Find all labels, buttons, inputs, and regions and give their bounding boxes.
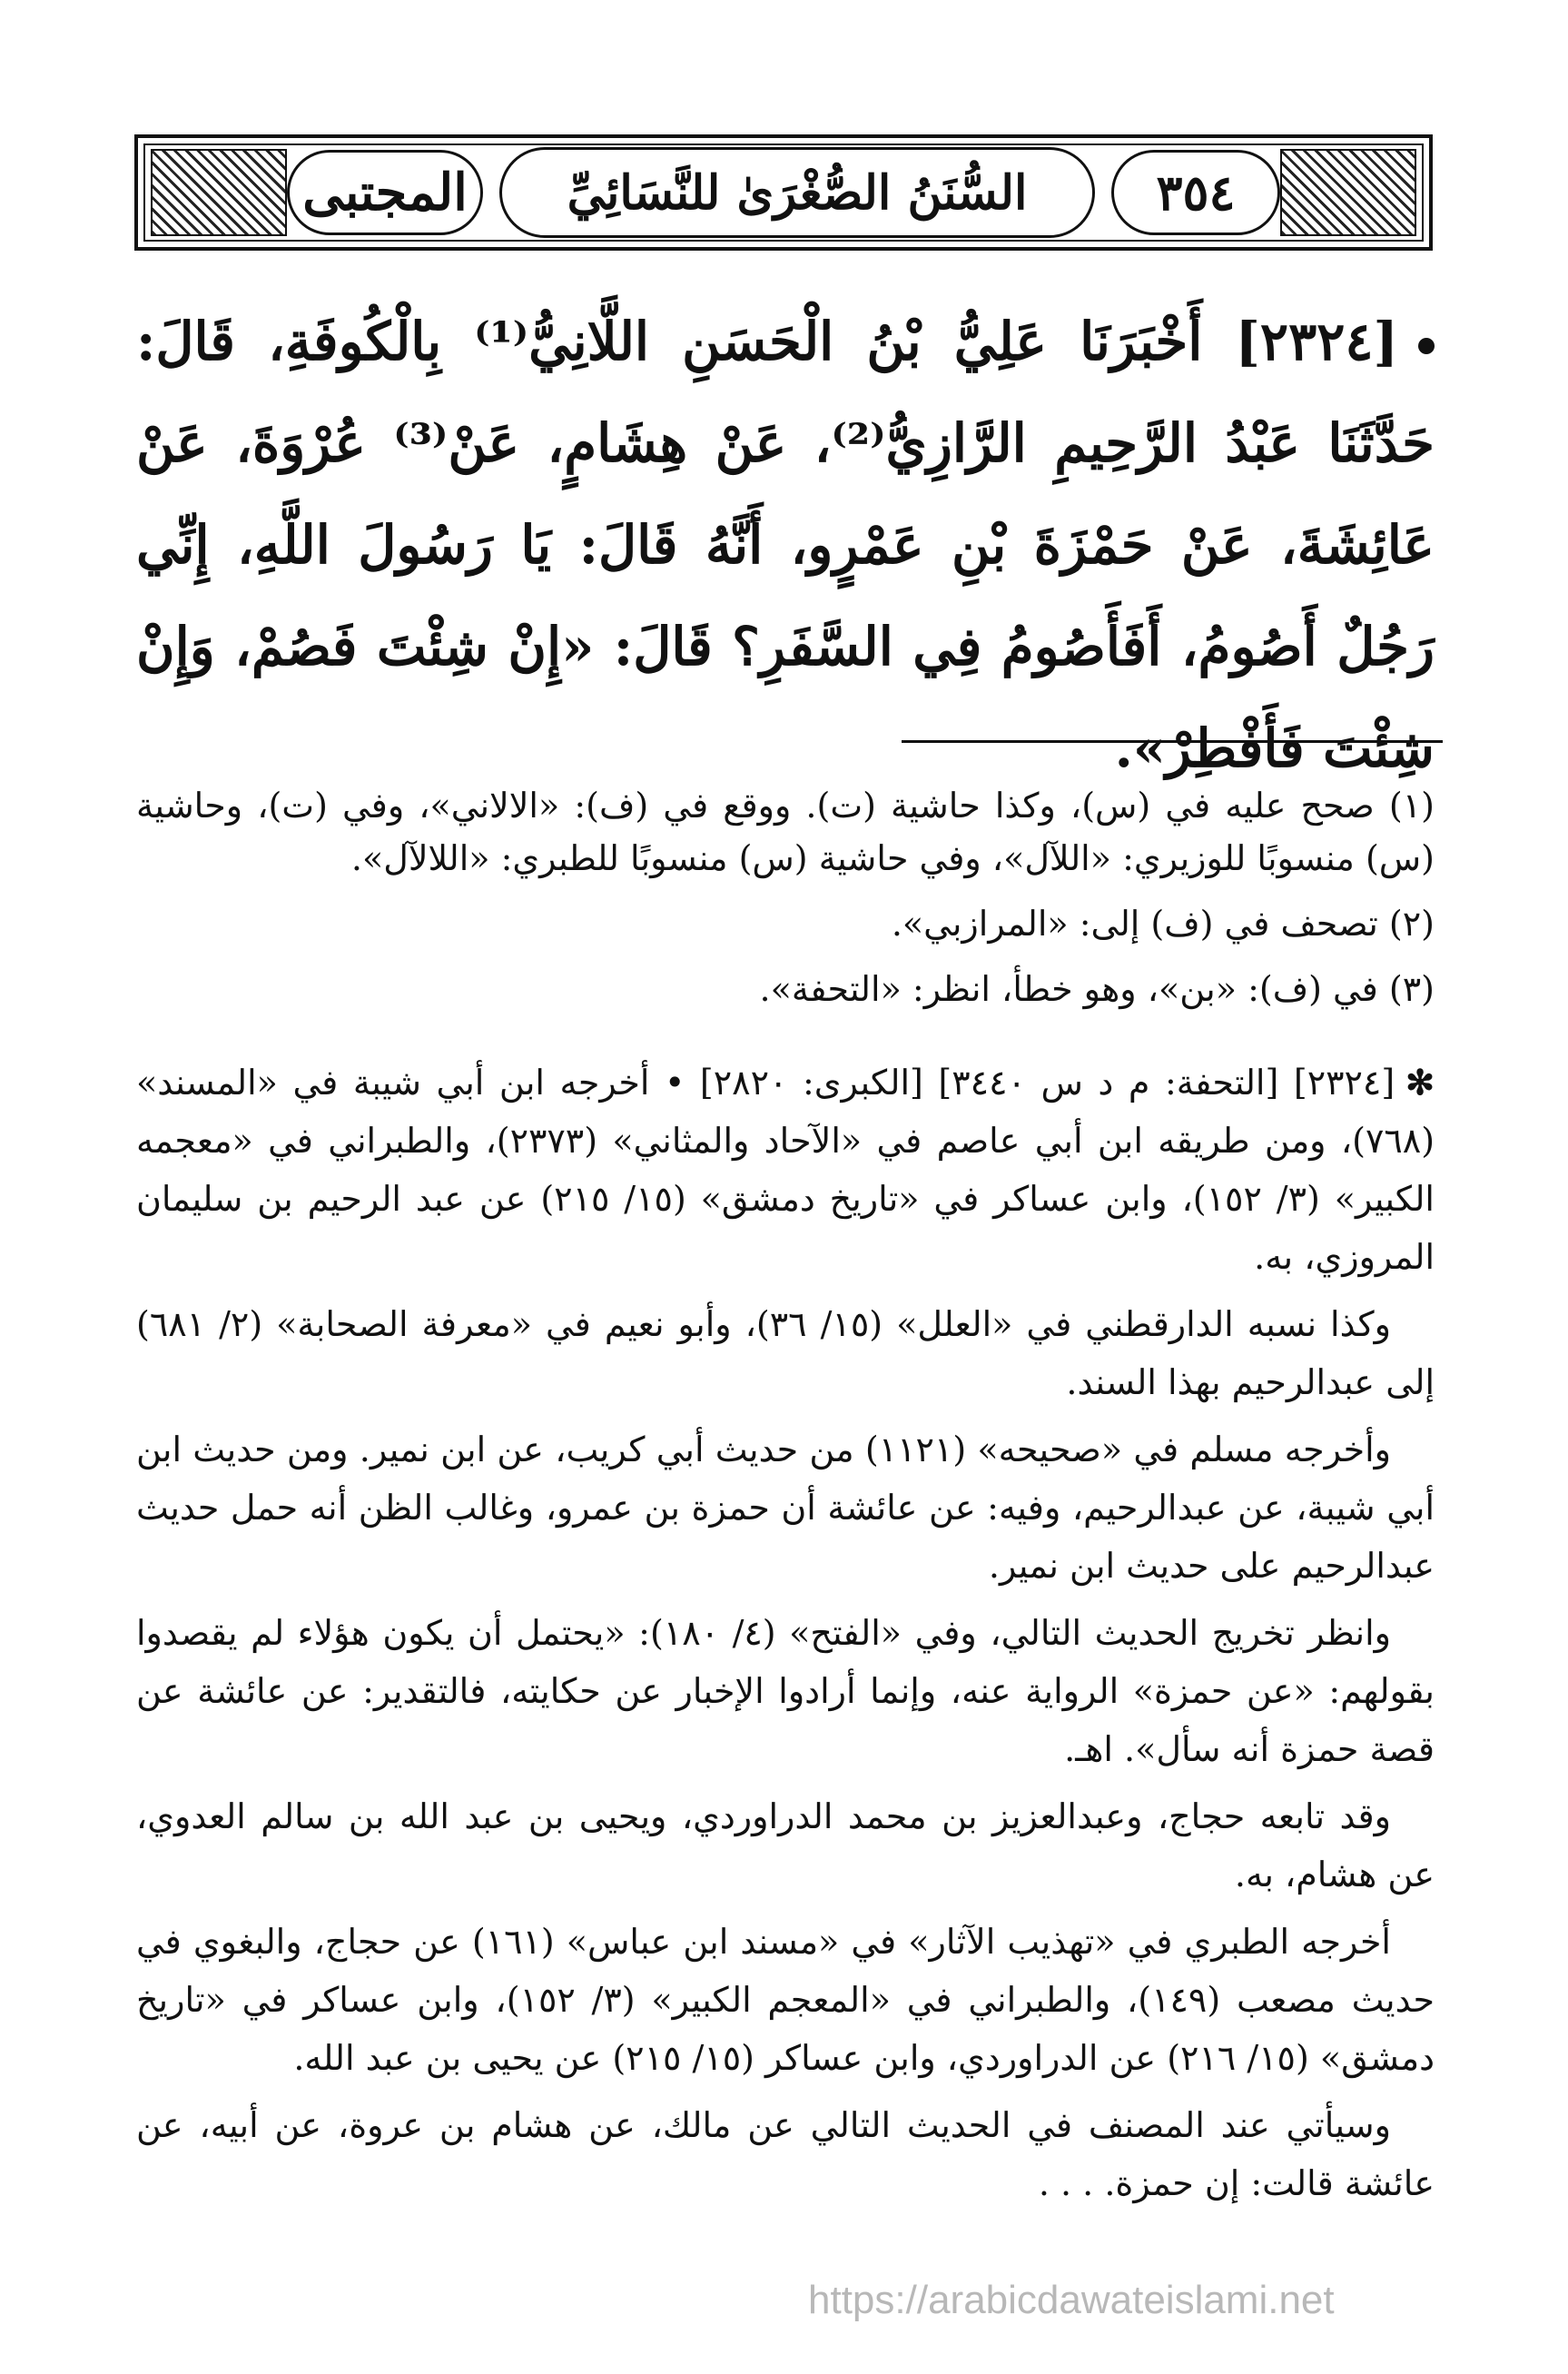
series-cartouche [287, 150, 483, 235]
takhrij-para-7: وسيأتي عند المصنف في الحديث التالي عن مالك، عن هشام بن عروة، عن أبيه، عن عائشة قالت: إن حمزة. . . . [136, 2105, 1435, 2203]
book-title: السُّنَنُ الصُّغْرَىٰ للنَّسَائِيِّ [567, 164, 1028, 221]
footnote-2: (٢) تصحف في (ف) إلى: «المرازبي». [891, 904, 1435, 944]
hadith-text: [٢٣٢٤] أَخْبَرَنَا عَلِيُّ بْنُ الْحَسَنِ اللَّانِيُّ⁽¹⁾ بِالْكُوفَةِ، قَالَ: حَدَّثَنَا عَبْدُ الرَّحِيمِ الرَّازِيُّ⁽²⁾، عَنْ هِشَامٍ، عَنْ⁽³⁾ عُرْوَةَ، عَنْ عَائِشَةَ، عَنْ حَمْزَةَ بْنِ عَمْرٍو، أَنَّهُ قَالَ: يَا رَسُولَ اللَّهِ، إِنِّي رَجُلٌ أَصُومُ، أَفَأَصُومُ فِي السَّفَرِ؟ قَالَ: «إِنْ شِئْتَ فَصُمْ، وَإِنْ شِئْتَ فَأَفْطِرْ». [136, 311, 1435, 779]
hadith-text-block [136, 291, 1435, 799]
page-header [134, 134, 1433, 251]
page-number-cartouche [1111, 150, 1280, 235]
bullet-icon [1418, 338, 1435, 354]
asterisk-icon: ✻ [1405, 1062, 1435, 1103]
takhrij-para-4: وانظر تخريج الحديث التالي، وفي «الفتح» (٤/ ١٨٠): «يحتمل أن يكون هؤلاء لم يقصدوا بقولهم: «عن حمزة» الرواية عنه، وإنما أرادوا الإخبار عن حكايته، فالتقدير: عن عائشة عن قصة حمزة أنه سأل». اهـ. [136, 1613, 1435, 1769]
takhrij-para-5: وقد تابعه حجاج، وعبدالعزيز بن محمد الدراوردي، ويحيى بن عبد الله بن سالم العدوي، عن هشام، به. [136, 1796, 1435, 1894]
takhrij-para-6: أخرجه الطبري في «تهذيب الآثار» في «مسند ابن عباس» (١٦١) عن حجاج، والبغوي في حديث مصعب (١٤٩)، والطبراني في «المعجم الكبير» (٣/ ١٥٢)، وابن عساكر في «تاريخ دمشق» (١٥/ ٢١٦) عن الدراوردي، وابن عساكر (١٥/ ٢١٥) عن يحيى بن عبد الله. [136, 1922, 1435, 2078]
takhrij-para-3: وأخرجه مسلم في «صحيحه» (١١٢١) من حديث أبي كريب، عن ابن نمير. ومن حديث ابن أبي شيبة، عن عبدالرحيم، وفيه: عن عائشة أن حمزة بن عمرو، وغالب الظن أنه حمل حديث عبدالرحيم على حديث ابن نمير. [136, 1429, 1435, 1586]
watermark-url: https://arabicdawateislami.net [808, 2278, 1335, 2322]
footnote-divider [902, 740, 1443, 743]
ornament-left [151, 149, 287, 236]
footnotes [136, 779, 1435, 1028]
page-number: ٣٥٤ [1156, 163, 1236, 222]
title-cartouche [499, 147, 1095, 238]
takhrij-section [136, 1053, 1435, 2221]
takhrij-para-2: وكذا نسبه الدارقطني في «العلل» (١٥/ ٣٦)، وأبو نعيم في «معرفة الصحابة» (٢/ ٦٨١) إلى عبدالرحيم بهذا السند. [136, 1304, 1435, 1402]
series-mark: المجتبى [302, 163, 468, 223]
takhrij-para-1: [٢٣٢٤] [التحفة: م د س ٣٤٤٠] [الكبرى: ٢٨٢٠] • أخرجه ابن أبي شيبة في «المسند» (٧٦٨)، ومن طريقه ابن أبي عاصم في «الآحاد والمثاني» (٢٣٧٣)، والطبراني في «معجمه الكبير» (٣/ ١٥٢)، وابن عساكر في «تاريخ دمشق» (١٥/ ٢١٥) عن عبد الرحيم بن سليمان المروزي، به. [136, 1063, 1435, 1277]
footnote-1: (١) صحح عليه في (س)، وكذا حاشية (ت). ووقع في (ف): «الالاني»، وفي (ت)، وحاشية (س) منسوبًا للوزيري: «اللآل»، وفي حاشية (س) منسوبًا للطبري: «اللالآل». [136, 786, 1435, 878]
footnote-3: (٣) في (ف): «بن»، وهو خطأ، انظر: «التحفة». [759, 969, 1435, 1009]
ornament-right [1280, 149, 1416, 236]
